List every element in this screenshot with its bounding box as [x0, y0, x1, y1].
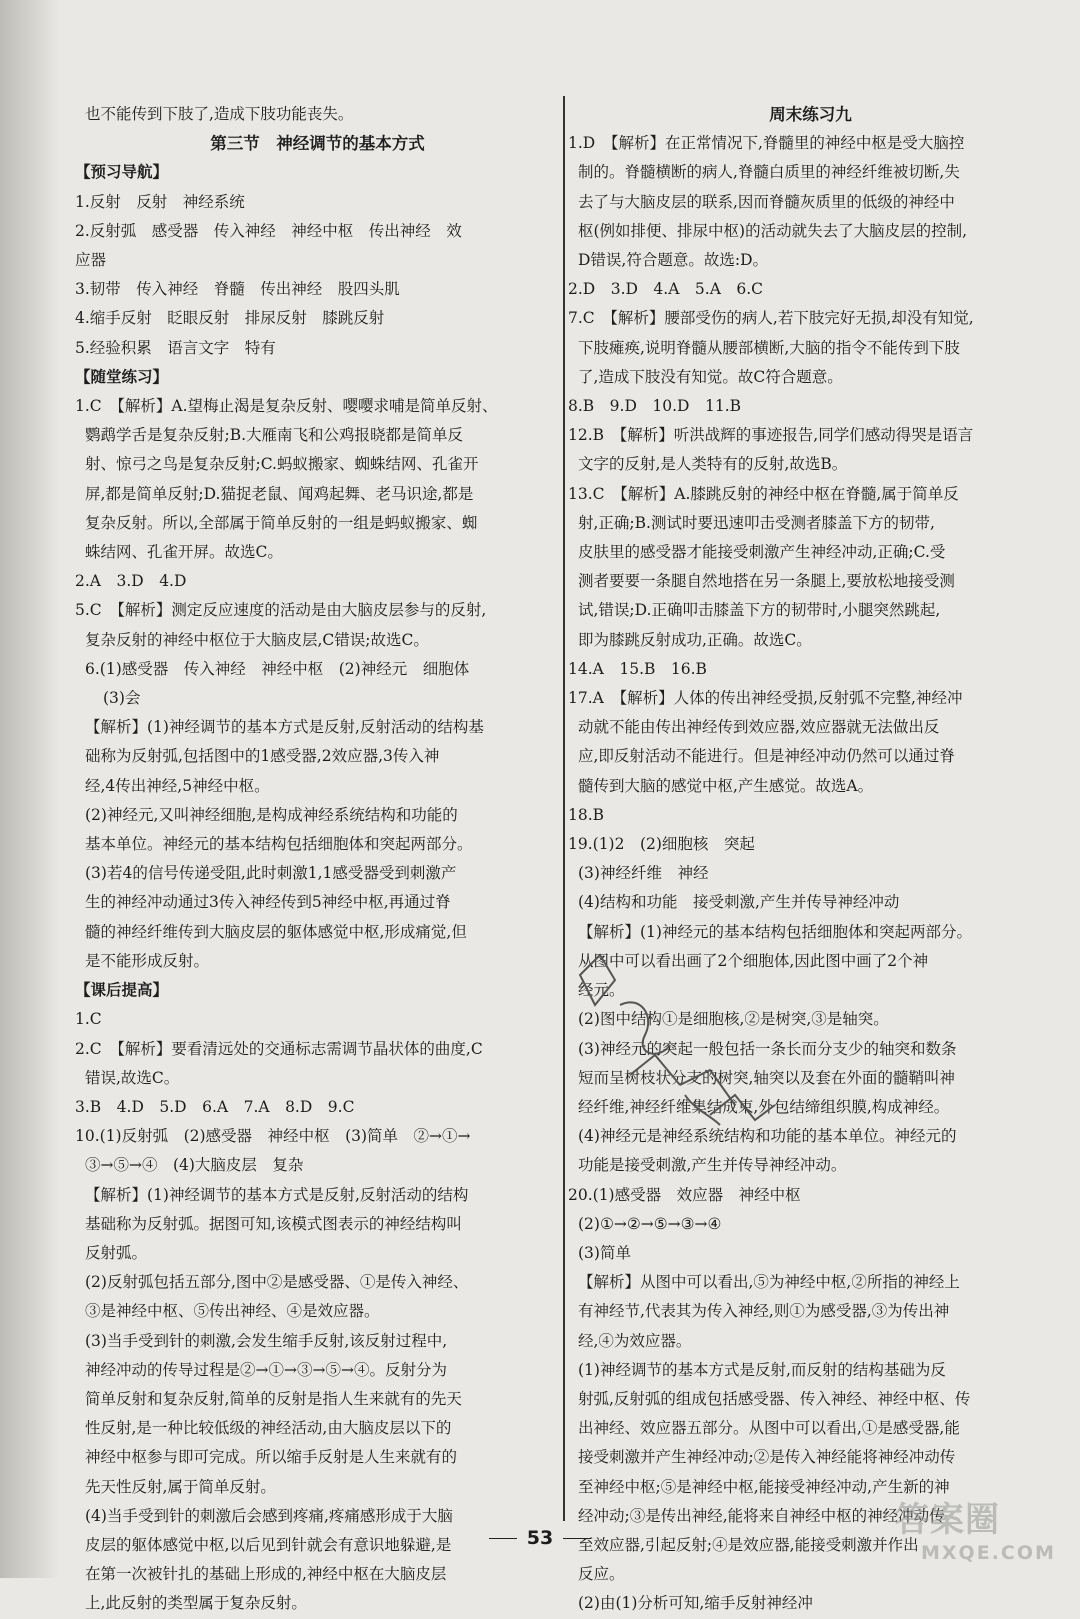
right-text-line: 至神经中枢;⑤是神经中枢,能接受神经冲动,产生新的神 [578, 1477, 950, 1496]
right-text-line: (2)图中结构①是细胞核,②是树突,③是轴突。 [578, 1010, 889, 1029]
left-text-line: 【解析】(1)神经调节的基本方式是反射,反射活动的结构基 [85, 718, 484, 737]
left-text-line: 鹦鹉学舌是复杂反射;B.大雁南飞和公鸡报晓都是简单反 [85, 426, 464, 445]
left-text-line: (3)当手受到针的刺激,会发生缩手反射,该反射过程中, [85, 1331, 448, 1350]
right-text-line: 经元。 [578, 981, 625, 1000]
right-text-line: 周末练习九 [769, 105, 852, 124]
right-text-line: 经,④为效应器。 [578, 1331, 692, 1350]
right-text-line: 至效应器,引起反射;④是效应器,能接受刺激并作出 [578, 1535, 919, 1554]
right-text-line: 有神经节,代表其为传入神经,则①为感受器,③为传出神 [578, 1302, 950, 1321]
left-text-line: 【解析】(1)神经调节的基本方式是反射,反射活动的结构 [85, 1185, 469, 1204]
right-text-line: 即为膝跳反射成功,正确。故选C。 [578, 630, 812, 649]
left-text-line: 3.韧带 传入神经 脊髓 传出神经 股四头肌 [75, 280, 400, 299]
left-text-line: 3.B 4.D 5.D 6.A 7.A 8.D 9.C [75, 1097, 355, 1116]
right-text-line: 制的。脊髓横断的病人,脊髓白质里的神经纤维被切断,失 [578, 163, 960, 182]
right-text-line: 【解析】(1)神经元的基本结构包括细胞体和突起两部分。 [578, 922, 972, 941]
right-text-line: 8.B 9.D 10.D 11.B [568, 397, 742, 416]
left-text-line: (3)会 [103, 689, 141, 708]
left-text-line: 先天性反射,属于简单反射。 [85, 1477, 276, 1496]
left-text-line: 神经冲动的传导过程是②→①→③→⑤→④。反射分为 [85, 1360, 447, 1379]
left-text-line: 【课后提高】 [75, 981, 169, 1000]
left-text-line: 2.A 3.D 4.D [75, 572, 187, 591]
right-text-line: 19.(1)2 (2)细胞核 突起 [568, 835, 755, 854]
left-text-line: ③是神经中枢、⑤传出神经、④是效应器。 [85, 1302, 380, 1321]
left-text-line: ③→⑤→④ (4)大脑皮层 复杂 [85, 1156, 304, 1175]
right-text-line: 20.(1)感受器 效应器 神经中枢 [568, 1185, 801, 1204]
right-text-line: 髓传到大脑的感觉中枢,产生感觉。故选A。 [578, 776, 874, 795]
left-text-line: 经,4传出神经,5神经中枢。 [85, 776, 270, 795]
right-text-line: 12.B 【解析】听洪战辉的事迹报告,同学们感动得哭是语言 [568, 426, 974, 445]
left-text-line: 屏,都是简单反射;D.猫捉老鼠、闻鸡起舞、老马识途,都是 [85, 484, 474, 503]
left-text-line: 复杂反射。所以,全部属于简单反射的一组是蚂蚁搬家、蜘 [85, 513, 478, 532]
left-text-line: 础称为反射弧,包括图中的1感受器,2效应器,3传入神 [85, 747, 440, 766]
right-text-line: 接受刺激并产生神经冲动;②是传入神经能将神经冲动传 [578, 1448, 956, 1467]
right-text-line: 17.A 【解析】人体的传出神经受损,反射弧不完整,神经冲 [568, 689, 963, 708]
watermark-sub: MXQE.COM [921, 1542, 1056, 1564]
left-text-line: 6.(1)感受器 传入神经 神经中枢 (2)神经元 细胞体 [85, 659, 470, 678]
right-text-line: 下肢瘫痪,说明脊髓从腰部横断,大脑的指令不能传到下肢 [578, 338, 960, 357]
right-text-line: 出神经、效应器五部分。从图中可以看出,①是感受器,能 [578, 1419, 960, 1438]
right-text-line: 【解析】从图中可以看出,⑤为神经中枢,②所指的神经上 [578, 1273, 960, 1292]
left-text-line: 错误,故选C。 [85, 1068, 180, 1087]
right-text-line: (4)结构和功能 接受刺激,产生并传导神经冲动 [578, 893, 900, 912]
watermark-main: 答案圈 [895, 1500, 1000, 1540]
left-text-line: (4)当手受到针的刺激后会感到疼痛,疼痛感形成于大脑 [85, 1506, 453, 1525]
right-text-line: 18.B [568, 805, 605, 824]
left-text-line: 4.缩手反射 眨眼反射 排尿反射 膝跳反射 [75, 309, 385, 328]
left-text-line: 基础称为反射弧。据图可知,该模式图表示的神经结构叫 [85, 1214, 462, 1233]
column-divider [563, 96, 565, 1521]
right-text-line: 2.D 3.D 4.A 5.A 6.C [568, 280, 764, 299]
right-text-line: 反应。 [578, 1565, 625, 1584]
right-text-line: 经冲动;③是传出神经,能将来自神经中枢的神经冲动传 [578, 1506, 945, 1525]
left-text-line: 1.C 【解析】A.望梅止渴是复杂反射、嘤嘤求哺是简单反射、 [75, 397, 498, 416]
right-column [568, 100, 1053, 1619]
left-text-line: 皮层的躯体感觉中枢,以后见到针就会有意识地躲避,是 [85, 1535, 452, 1554]
right-text-line: 射弧,反射弧的组成包括感受器、传入神经、神经中枢、传 [578, 1389, 971, 1408]
right-text-line: (2)由(1)分析可知,缩手反射神经冲 [578, 1594, 813, 1613]
left-text-line: 5.C 【解析】测定反应速度的活动是由大脑皮层参与的反射, [75, 601, 487, 620]
left-text-line: 蛛结网、孔雀开屏。故选C。 [85, 543, 283, 562]
right-text-line: 皮肤里的感受器才能接受刺激产生神经冲动,正确;C.受 [578, 543, 946, 562]
right-text-line: 14.A 15.B 16.B [568, 659, 707, 678]
page-number: 53 [0, 1527, 1080, 1549]
right-text-line: 经纤维,神经纤维集结成束,外包结缔组织膜,构成神经。 [578, 1097, 950, 1116]
left-text-line: 第三节 神经调节的基本方式 [210, 134, 425, 154]
left-text-line: 复杂反射的神经中枢位于大脑皮层,C错误;故选C。 [85, 630, 429, 649]
left-text-line: 反射弧。 [85, 1243, 148, 1262]
right-text-line: (2)①→②→⑤→③→④ [578, 1214, 722, 1233]
right-text-line: 7.C 【解析】腰部受伤的病人,若下肢完好无损,却没有知觉, [568, 309, 974, 328]
left-text-line: 应器 [75, 251, 107, 270]
left-text-line: 基本单位。神经元的基本结构包括细胞体和突起两部分。 [85, 835, 473, 854]
left-column [75, 100, 560, 1619]
left-text-line: 简单反射和复杂反射,简单的反射是指人生来就有的先天 [85, 1389, 462, 1408]
right-text-line: (3)简单 [578, 1243, 631, 1262]
right-text-line: 动就不能由传出神经传到效应器,效应器就无法做出反 [578, 718, 940, 737]
left-text-line: 髓的神经纤维传到大脑皮层的躯体感觉中枢,形成痛觉,但 [85, 922, 467, 941]
left-text-line: 2.C 【解析】要看清远处的交通标志需调节晶状体的曲度,C [75, 1039, 483, 1058]
left-text-line: (2)神经元,又叫神经细胞,是构成神经系统结构和功能的 [85, 805, 458, 824]
left-text-line: 射、惊弓之鸟是复杂反射;C.蚂蚁搬家、蜘蛛结网、孔雀开 [85, 455, 479, 474]
left-text-line: 生的神经冲动通过3传入神经传到5神经中枢,再通过脊 [85, 893, 451, 912]
left-text-line: 2.反射弧 感受器 传入神经 神经中枢 传出神经 效 [75, 221, 462, 240]
right-text-line: 功能是接受刺激,产生并传导神经冲动。 [578, 1156, 847, 1175]
left-text-line: 在第一次被针扎的基础上形成的,神经中枢在大脑皮层 [85, 1565, 447, 1584]
right-text-line: (1)神经调节的基本方式是反射,而反射的结构基础为反 [578, 1360, 946, 1379]
left-text-line: (3)若4的信号传递受阻,此时刺激1,1感受器受到刺激产 [85, 864, 457, 883]
right-text-line: (3)神经元的突起一般包括一条长而分支少的轴突和数条 [578, 1039, 957, 1058]
left-text-line: 上,此反射的类型属于复杂反射。 [85, 1594, 307, 1613]
left-text-line: 神经中枢参与即可完成。所以缩手反射是人生来就有的 [85, 1448, 458, 1467]
left-text-line: 是不能形成反射。 [85, 951, 210, 970]
right-text-line: 测者要要一条腿自然地搭在另一条腿上,要放松地接受测 [578, 572, 955, 591]
right-text-line: 短而呈树枝状分支的树突,轴突以及套在外面的髓鞘叫神 [578, 1068, 955, 1087]
right-text-line: 射,正确;B.测试时要迅速叩击受测者膝盖下方的韧带, [578, 513, 935, 532]
right-text-line: (3)神经纤维 神经 [578, 864, 709, 883]
right-text-line: 从图中可以看出画了2个细胞体,因此图中画了2个神 [578, 951, 929, 970]
right-text-line: 应,即反射活动不能进行。但是神经冲动仍然可以通过脊 [578, 747, 955, 766]
right-text-line: 试,错误;D.正确叩击膝盖下方的韧带时,小腿突然跳起, [578, 601, 941, 620]
right-text-line: 文字的反射,是人类特有的反射,故选B。 [578, 455, 848, 474]
right-text-line: 去了与大脑皮层的联系,因而脊髓灰质里的低级的神经中 [578, 192, 955, 211]
page-binding-shadow [0, 0, 60, 1578]
left-text-line: 10.(1)反射弧 (2)感受器 神经中枢 (3)简单 ②→①→ [75, 1127, 471, 1146]
left-text-line: (2)反射弧包括五部分,图中②是感受器、①是传入神经、 [85, 1273, 469, 1292]
watermark-logo [895, 1500, 1075, 1574]
right-text-line: 1.D 【解析】在正常情况下,脊髓里的神经中枢是受大脑控 [568, 134, 965, 153]
left-text-line: 性反射,是一种比较低级的神经活动,由大脑皮层以下的 [85, 1419, 452, 1438]
left-text-line: 1.C [75, 1010, 102, 1029]
right-text-line: (4)神经元是神经系统结构和功能的基本单位。神经元的 [578, 1127, 957, 1146]
left-text-line: 也不能传到下肢了,造成下肢功能丧失。 [85, 105, 354, 123]
left-text-line: 5.经验积累 语言文字 特有 [75, 338, 276, 357]
left-text-line: 【随堂练习】 [75, 367, 169, 386]
right-text-line: 了,造成下肢没有知觉。故C符合题意。 [578, 367, 843, 386]
left-text-line: 1.反射 反射 神经系统 [75, 192, 245, 211]
left-text-line: 【预习导航】 [75, 163, 169, 182]
right-text-line: 枢(例如排便、排尿中枢)的活动就失去了大脑皮层的控制, [578, 221, 968, 240]
right-text-line: D错误,符合题意。故选:D。 [578, 251, 769, 270]
right-text-line: 13.C 【解析】A.膝跳反射的神经中枢在脊髓,属于简单反 [568, 484, 959, 503]
